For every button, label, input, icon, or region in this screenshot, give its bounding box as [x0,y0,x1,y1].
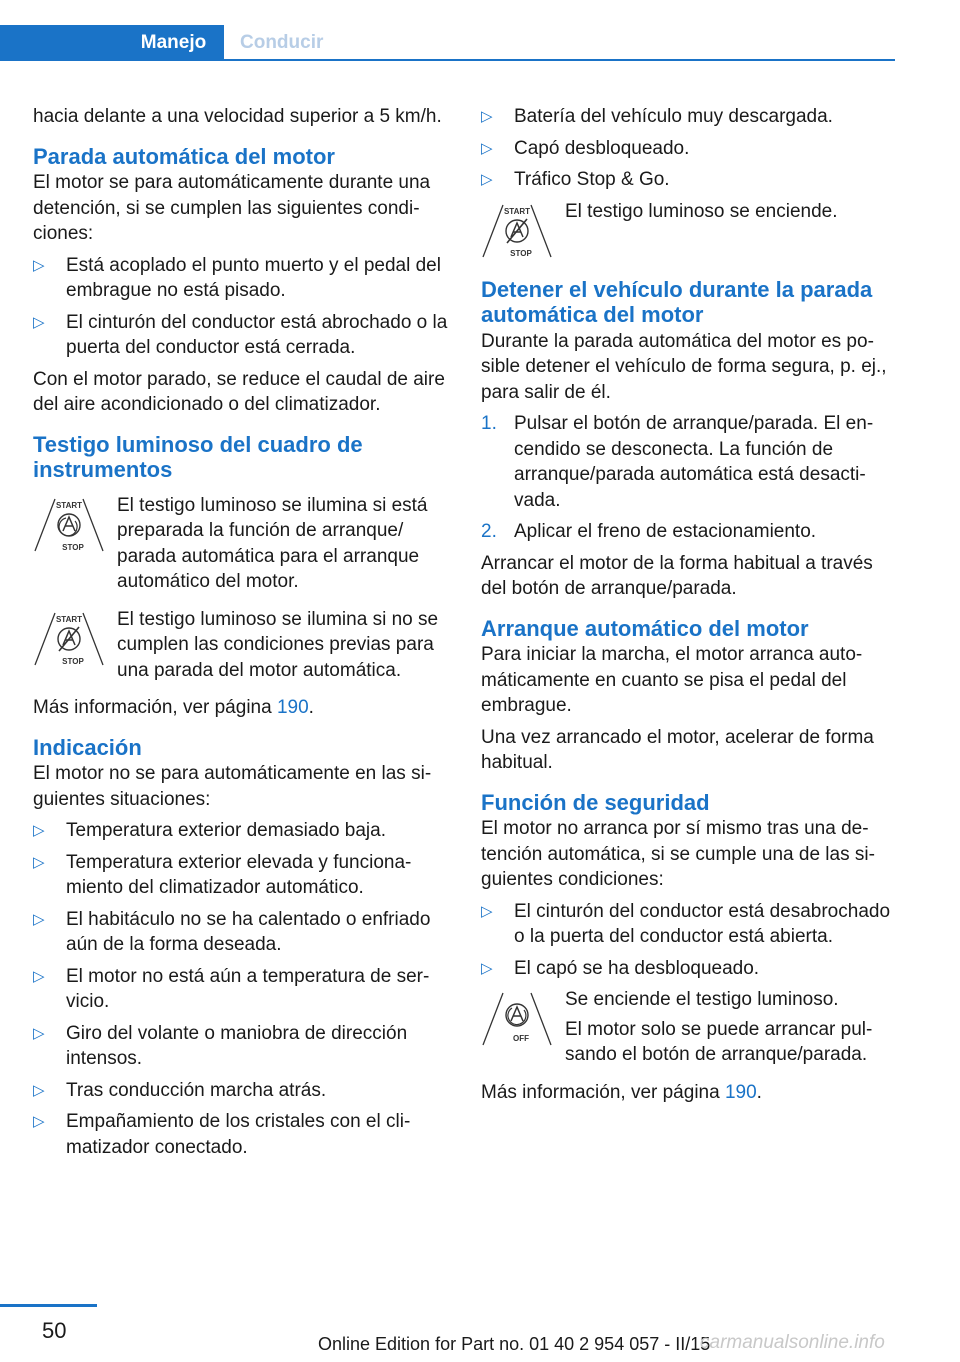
auto-start-stop-off-icon [481,991,553,1047]
svg-text:OFF: OFF [513,1034,529,1043]
paragraph: El motor no arranca por sí mismo tras una detención automática, si se cumple una de las siguientes condiciones: [481,818,875,890]
list-item: ▷ El cinturón del conductor está abrochado o la puerta del conductor está cerrada. [33,311,448,358]
paragraph: Una vez arrancado el motor, acelerar de forma habitual. [481,726,874,773]
watermark: carmanualsonline.info [700,1332,885,1353]
list-item: ▷ El motor no está aún a temperatura de servicio. [33,965,430,1012]
section-title-parada: Parada automática del motor [33,143,335,169]
list-item: ▷ Temperatura exterior demasiado baja. [33,818,449,844]
list-item: ▷ Tráfico Stop & Go. [481,167,897,193]
list-item: ▷ Empañamiento de los cristales con el climatizador conectado. [33,1111,411,1158]
bullet-list [33,253,449,361]
paragraph: El motor no se para automáticamente en las siguientes situaciones: [33,763,432,810]
triangle-bullet-icon: ▷ [33,1024,45,1042]
list-item: ▷ Capó desbloqueado. [481,136,897,162]
list-item: ▷ Tras conducción marcha atrás. [33,1078,449,1104]
indicator-off-text-1: Se enciende el testigo luminoso. [565,989,839,1010]
paragraph: Durante la parada automática del motor es posible detener el vehículo de forma segura, p. ej., para salir de él. [481,330,887,403]
footer-accent-line [0,1304,97,1307]
triangle-bullet-icon: ▷ [481,139,493,157]
indicator-block-not-ready [33,607,449,684]
indicator-stopgo-text: El testigo luminoso se enciende. [565,200,838,222]
svg-text:START: START [55,614,83,624]
tab-manejo[interactable]: Manejo [123,25,224,61]
svg-text:STOP: STOP [510,248,532,258]
more-info: Más información, ver página 190. [481,1081,762,1103]
triangle-bullet-icon: ▷ [33,1113,45,1130]
more-info: Más información, ver página 190. [33,697,314,718]
paragraph: Para iniciar la marcha, el motor arranca automáticamente en cuanto se pisa el pedal del embrague. [481,644,863,716]
triangle-bullet-icon: ▷ [33,1081,45,1099]
footer-edition: Online Edition for Part no. 01 40 2 954 057 - II/15 [318,1334,711,1354]
indicator-block-stopgo [481,199,897,263]
start-stop-crossed-indicator-icon [481,203,553,259]
intro-text: hacia delante a una velocidad superior a 5 km/h. [33,106,442,127]
start-stop-crossed-indicator-icon [33,611,105,667]
header-rule [224,59,895,61]
list-item: 1. Pulsar el botón de arranque/parada. El encendido se desconecta. La función de arranque/parada automática está desactivada. [481,413,874,511]
page-link[interactable]: 190 [276,697,309,718]
list-item: ▷ El cinturón del conductor está desabrochado o la puerta del conductor está abierta. [481,900,891,947]
list-item: ▷ Temperatura exterior elevada y funcionamiento del climatizador automático. [33,851,412,898]
triangle-bullet-icon: ▷ [33,967,45,985]
indicator-ready-text: El testigo luminoso se ilumina si está preparada la función de arranque/ parada automática para el arranque automático del motor. [117,494,428,592]
paragraph: El motor se para automáticamente durante una detención, si se cumplen las siguientes condiciones: [33,172,431,244]
bullet-list [33,818,449,1160]
triangle-bullet-icon: ▷ [481,959,493,977]
triangle-bullet-icon: ▷ [33,313,45,331]
indicator-block-ready [33,493,449,595]
paragraph: Con el motor parado, se reduce el caudal de aire del aire acondicionado o del climatizador. [33,368,445,415]
bullet-list [481,899,897,982]
triangle-bullet-icon: ▷ [481,171,493,188]
list-item: 2. Aplicar el freno de estacionamiento. [481,521,817,542]
list-item: ▷ Batería del vehículo muy descargada. [481,104,897,130]
list-item: ▷ Está acoplado el punto muerto y el pedal del embrague no está pisado. [33,254,441,301]
section-title-indicacion: Indicación [33,734,142,760]
indicator-block-off [481,987,897,1068]
start-stop-indicator-icon [33,497,105,553]
indicator-off-text-2: El motor solo se puede arrancar pulsando el botón de arranque/parada. [565,1018,873,1065]
section-title-arranque: Arranque automático del motor [481,615,809,641]
triangle-bullet-icon: ▷ [481,902,493,920]
triangle-bullet-icon: ▷ [33,853,45,871]
right-column [481,104,897,1111]
list-item: ▷ El habitáculo no se ha calentado o enfriado aún de la forma deseada. [33,908,431,955]
section-title-seguridad: Función de seguridad [481,789,710,815]
numbered-list [481,411,897,545]
page-header [0,25,895,63]
section-title-detener: Detener el vehículo durante la parada automática del motor [481,276,873,327]
left-column [33,104,449,1166]
header-accent-bar [0,25,123,61]
triangle-bullet-icon: ▷ [33,822,45,839]
svg-text:STOP: STOP [62,542,84,552]
triangle-bullet-icon: ▷ [481,108,493,125]
bullet-list-continued [481,104,897,193]
page-link[interactable]: 190 [724,1081,757,1103]
triangle-bullet-icon: ▷ [33,256,45,274]
svg-text:STOP: STOP [62,656,84,666]
tab-conducir[interactable]: Conducir [240,32,324,53]
svg-text:START: START [503,206,531,216]
indicator-not-ready-text: El testigo luminoso se ilumina si no se cumplen las condiciones previas para una parada del motor automática. [117,608,439,681]
paragraph: Arrancar el motor de la forma habitual a través del botón de arranque/parada. [481,552,873,599]
triangle-bullet-icon: ▷ [33,910,45,928]
section-title-testigo: Testigo luminoso del cuadro de instrumentos [33,431,363,482]
list-item: ▷ El capó se ha desbloqueado. [481,956,897,982]
svg-text:START: START [55,500,83,510]
list-item: ▷ Giro del volante o maniobra de dirección intensos. [33,1022,408,1069]
page-number: 50 [42,1318,67,1343]
